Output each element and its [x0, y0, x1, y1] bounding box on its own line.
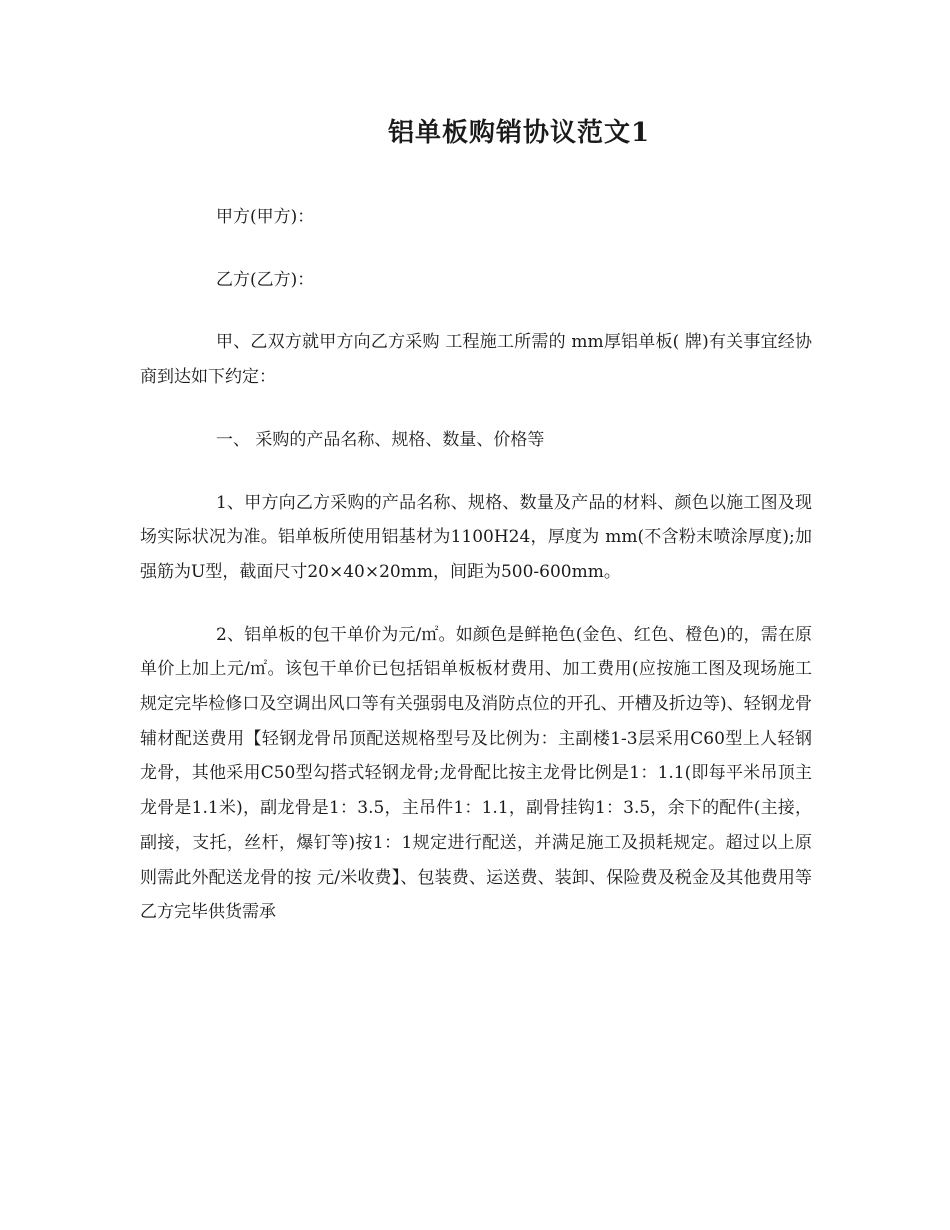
- document-body: [140, 200, 812, 958]
- clause-2-paragraph: 2、铝单板的包干单价为元/㎡。如颜色是鲜艳色(金色、红色、橙色)的，需在原单价上加上元/㎡。该包干单价已包括铝单板板材费用、加工费用(应按施工图及现场施工规定完毕检修口及空调出风口等有关强弱电及消防点位的开孔、开槽及折边等)、轻钢龙骨辅材配送费用【轻钢龙骨吊顶配送规格型号及比例为：主副楼1-3层采用C60型上人轻钢龙骨，其他采用C50型勾搭式轻钢龙骨;龙骨配比按主龙骨比例是1：1.1(即每平米吊顶主龙骨是1.1米)，副龙骨是1：3.5，主吊件1：1.1，副骨挂钩1：3.5，余下的配件(主接，副接，支托，丝杆，爆钉等)按1：1规定进行配送，并满足施工及损耗规定。超过以上原则需此外配送龙骨的按 元/米收费】、包装费、运送费、装卸、保险费及税金及其他费用等乙方完毕供货需承: [140, 624, 812, 923]
- document-title: 铝单板购销协议范文1: [387, 118, 651, 148]
- party-b-line: 乙方(乙方)：: [216, 269, 315, 290]
- section-heading-1: 一、 采购的产品名称、规格、数量、价格等: [216, 429, 545, 450]
- agreement-intro-paragraph: 甲、乙双方就甲方向乙方采购 工程施工所需的 mm厚铝单板( 牌)有关事宜经协商到达如下约定：: [140, 332, 812, 388]
- party-a-line: 甲方(甲方)：: [216, 207, 315, 227]
- clause-1-paragraph: 1、甲方向乙方采购的产品名称、规格、数量及产品的材料、颜色以施工图及现场实际状况为准。铝单板所使用铝基材为1100H24，厚度为 mm(不含粉末喷涂厚度);加强筋为U型，截面尺寸20×40×20mm，间距为500-600mm。: [140, 492, 812, 582]
